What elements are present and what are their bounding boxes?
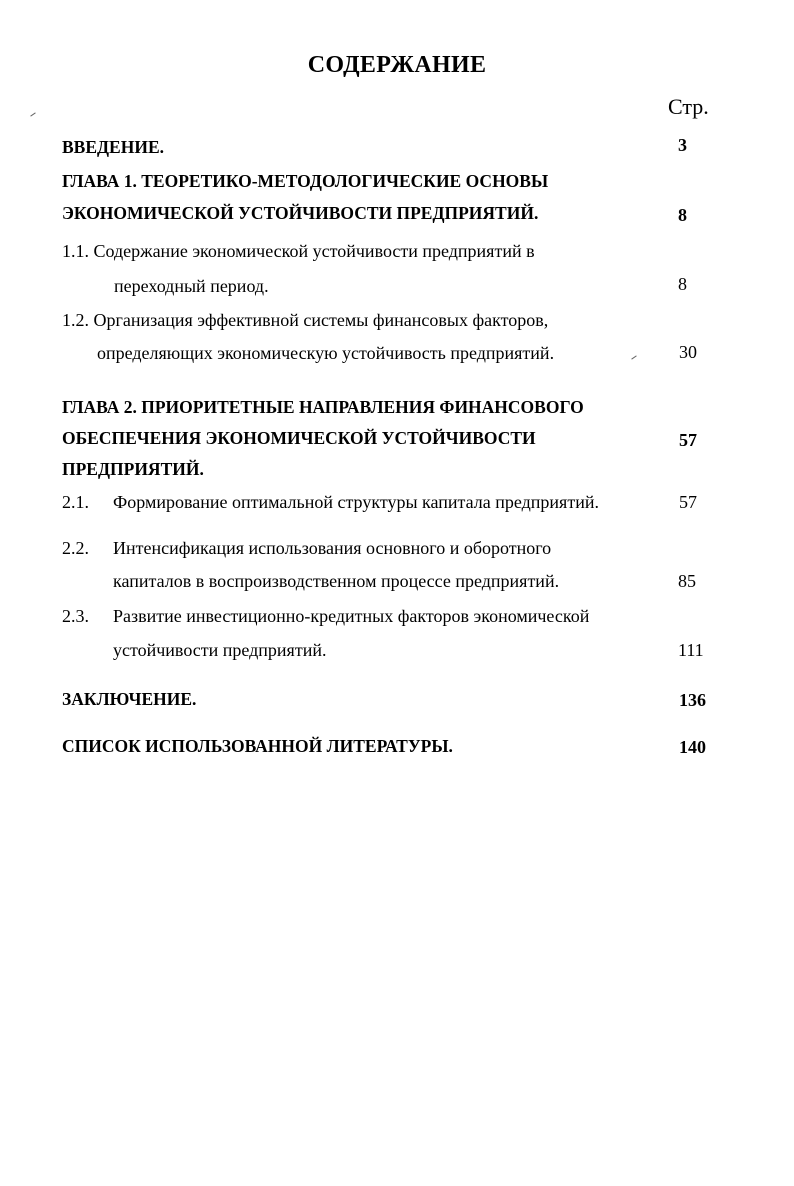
toc-entry-title: устойчивости предприятий. — [113, 640, 327, 660]
toc-entry-title: ВВЕДЕНИЕ. — [62, 137, 165, 157]
toc-entry-title: 1.1. Содержание экономической устойчивости предприятий в — [62, 241, 535, 261]
toc-entry-title: Формирование оптимальной структуры капитала предприятий. — [113, 492, 599, 512]
toc-entry-title: ЭКОНОМИЧЕСКОЙ УСТОЙЧИВОСТИ ПРЕДПРИЯТИЙ. — [62, 203, 539, 223]
toc-entry-page: 136 — [679, 690, 706, 710]
scan-mark — [30, 112, 35, 116]
toc-entry-title: переходный период. — [114, 276, 269, 296]
toc-entry-title: Интенсификация использования основного и оборотного — [113, 538, 552, 558]
toc-entry-page: 111 — [678, 640, 704, 660]
toc-entry-title: капиталов в воспроизводственном процессе предприятий. — [113, 571, 560, 591]
toc-entry-number: 2.2. — [62, 538, 89, 558]
toc-entry-number: 2.1. — [62, 492, 89, 512]
toc-entry-page: 30 — [679, 342, 697, 362]
toc-entry-page: 8 — [678, 205, 687, 225]
toc-entry-title: 1.2. Организация эффективной системы финансовых факторов, — [62, 310, 549, 330]
toc-entry-page: 8 — [678, 274, 687, 294]
toc-entry-page: 140 — [679, 737, 706, 757]
toc-entry-title: ЗАКЛЮЧЕНИЕ. — [62, 689, 197, 709]
toc-entry-page: 85 — [678, 571, 696, 591]
pages-column-header: Стр. — [668, 94, 709, 119]
page-title: СОДЕРЖАНИЕ — [307, 52, 487, 78]
toc-entry-page: 3 — [678, 135, 687, 155]
toc-entry-page: 57 — [679, 492, 697, 512]
toc-entry-title: Развитие инвестиционно-кредитных факторов экономической — [113, 606, 590, 626]
toc-entry-number: 2.3. — [62, 606, 89, 626]
toc-entry-title: ПРЕДПРИЯТИЙ. — [62, 459, 204, 479]
toc-entry-page: 57 — [679, 430, 697, 450]
toc-entry-title: ОБЕСПЕЧЕНИЯ ЭКОНОМИЧЕСКОЙ УСТОЙЧИВОСТИ — [62, 428, 536, 448]
toc-entry-title: ГЛАВА 2. ПРИОРИТЕТНЫЕ НАПРАВЛЕНИЯ ФИНАНСОВОГО — [62, 397, 584, 417]
toc-entry-title: ГЛАВА 1. ТЕОРЕТИКО-МЕТОДОЛОГИЧЕСКИЕ ОСНОВЫ — [62, 171, 549, 191]
toc-entry-title: СПИСОК ИСПОЛЬЗОВАННОЙ ЛИТЕРАТУРЫ. — [62, 736, 453, 756]
toc-entry-title: определяющих экономическую устойчивость предприятий. — [97, 343, 555, 363]
scan-mark — [631, 355, 636, 359]
